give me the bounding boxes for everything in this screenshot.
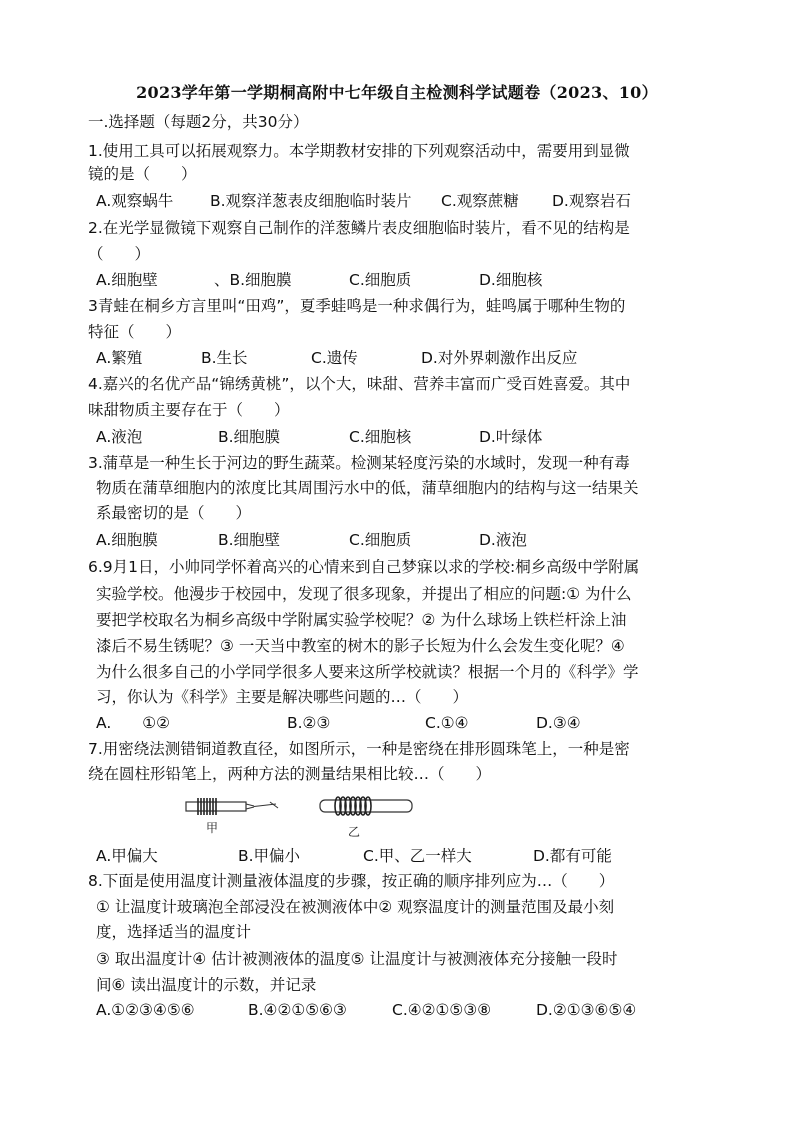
q4-option-a: A.液泡	[96, 428, 143, 446]
question-5-line-2: 物质在蒲草细胞内的浓度比其周围污水中的低，蒲草细胞内的结构与这一结果关	[96, 479, 639, 497]
q2-option-a: A.细胞壁	[96, 271, 158, 289]
q6-option-a: A. ①②	[96, 714, 171, 732]
question-8-step-line-3: ③ 取出温度计④ 估计被测液体的温度⑤ 让温度计与被测液体充分接触一段时	[96, 950, 618, 968]
q2-option-d: D.细胞核	[479, 271, 543, 289]
q8-option-b: B.④②①⑤⑥③	[248, 1001, 347, 1019]
q8-option-d: D.②①③⑥⑤④	[536, 1001, 637, 1019]
q3-option-c: C.遗传	[311, 349, 358, 367]
question-4-line-1: 4.嘉兴的名优产品“锦绣黄桃”，以个大，味甜、营养丰富而广受百姓喜爱。其中	[88, 375, 631, 393]
question-8-line-1: 8.下面是使用温度计测量液体温度的步骤，按正确的顺序排列应为…（ ）	[88, 872, 615, 890]
question-6-line-2: 实验学校。他漫步于校园中，发现了很多现象，并提出了相应的问题:① 为什么	[96, 585, 632, 603]
q6-option-b: B.②③	[287, 714, 331, 732]
q1-option-a: A.观察蜗牛	[96, 192, 174, 210]
question-8-step-line-4: 间⑥ 读出温度计的示数，并记录	[96, 976, 317, 994]
figure-label-jia: 甲	[206, 821, 219, 835]
q4-option-c: C.细胞核	[349, 428, 412, 446]
question-5-line-1: 3.蒲草是一种生长于河边的野生蔬菜。检测某轻度污染的水域时，发现一种有毒	[88, 454, 630, 472]
coil-figure-drawing	[180, 782, 420, 842]
q2-option-b: 、B.细胞膜	[214, 271, 292, 289]
question-6-line-1: 6.9月1日，小帅同学怀着高兴的心情来到自己梦寐以求的学校:桐乡高级中学附属	[88, 558, 640, 576]
q7-option-a: A.甲偏大	[96, 847, 158, 865]
q4-option-d: D.叶绿体	[479, 428, 543, 446]
question-7-line-1: 7.用密绕法测错铜道教直径，如图所示，一种是密绕在排形圆珠笔上，一种是密	[88, 740, 630, 758]
q1-option-d: D.观察岩石	[552, 192, 631, 210]
q7-option-d: D.都有可能	[533, 847, 612, 865]
q5-option-d: D.液泡	[479, 531, 527, 549]
figure-label-yi: 乙	[348, 825, 361, 839]
question-8-step-line-1: ① 让温度计玻璃泡全部浸没在被测液体中② 观察温度计的测量范围及最小刻	[96, 898, 615, 916]
q5-option-c: C.细胞质	[349, 531, 412, 549]
q3-option-d: D.对外界刺激作出反应	[421, 349, 578, 367]
q2-option-c: C.细胞质	[349, 271, 412, 289]
page-title: 2023学年第一学期桐高附中七年级自主检测科学试题卷（2023、10）	[136, 83, 658, 102]
q6-option-c: C.①④	[425, 714, 469, 732]
q1-option-b: B.观察洋葱表皮细胞临时装片	[210, 192, 412, 210]
q5-option-a: A.细胞膜	[96, 531, 158, 549]
q7-option-c: C.甲、乙一样大	[363, 847, 472, 865]
coil-figure	[180, 782, 420, 842]
question-3-line-1: 3青蛙在桐乡方言里叫“田鸡”，夏季蛙鸣是一种求偶行为，蛙鸣属于哪种生物的	[88, 297, 626, 315]
q7-option-b: B.甲偏小	[238, 847, 301, 865]
question-4-line-2: 味甜物质主要存在于（ ）	[88, 401, 290, 419]
question-3-line-2: 特征（ ）	[88, 323, 182, 341]
q4-option-b: B.细胞膜	[218, 428, 281, 446]
q5-option-b: B.细胞壁	[218, 531, 281, 549]
question-6-line-6: 习，你认为《科学》主要是解决哪些问题的…（ ）	[96, 688, 469, 706]
question-1-line-2: 镜的是（ ）	[88, 165, 197, 183]
q3-option-b: B.生长	[201, 349, 248, 367]
question-2-line-2: （ ）	[88, 245, 151, 263]
question-6-line-3: 要把学校取名为桐乡高级中学附属实验学校呢？② 为什么球场上铁栏杆涂上油	[96, 611, 627, 629]
question-5-line-3: 系最密切的是（ ）	[96, 504, 252, 522]
q3-option-a: A.繁殖	[96, 349, 143, 367]
figure-yi-pencil	[320, 797, 412, 815]
section-heading: 一.选择题（每题2分，共30分）	[88, 113, 309, 131]
q8-option-c: C.④②①⑤③⑧	[392, 1001, 492, 1019]
q8-option-a: A.①②③④⑤⑥	[96, 1001, 195, 1019]
question-7-line-2: 绕在圆柱形铅笔上，两种方法的测量结果相比较…（ ）	[88, 765, 492, 783]
question-6-line-4: 漆后不易生锈呢？③ 一天当中教室的树木的影子长短为什么会发生变化呢？④	[96, 637, 625, 655]
q6-option-d: D.③④	[536, 714, 581, 732]
question-6-line-5: 为什么很多自己的小学同学很多人要来这所学校就读？根据一个月的《科学》学	[96, 663, 639, 681]
question-8-step-line-2: 度，选择适当的温度计	[96, 923, 252, 941]
question-1-line-1: 1.使用工具可以拓展观察力。本学期教材安排的下列观察活动中，需要用到显微	[88, 142, 630, 160]
q1-option-c: C.观察蔗糖	[441, 192, 519, 210]
figure-jia-pen	[186, 798, 278, 815]
question-2-line-1: 2.在光学显微镜下观察自己制作的洋葱鳞片表皮细胞临时装片，看不见的结构是	[88, 219, 630, 237]
